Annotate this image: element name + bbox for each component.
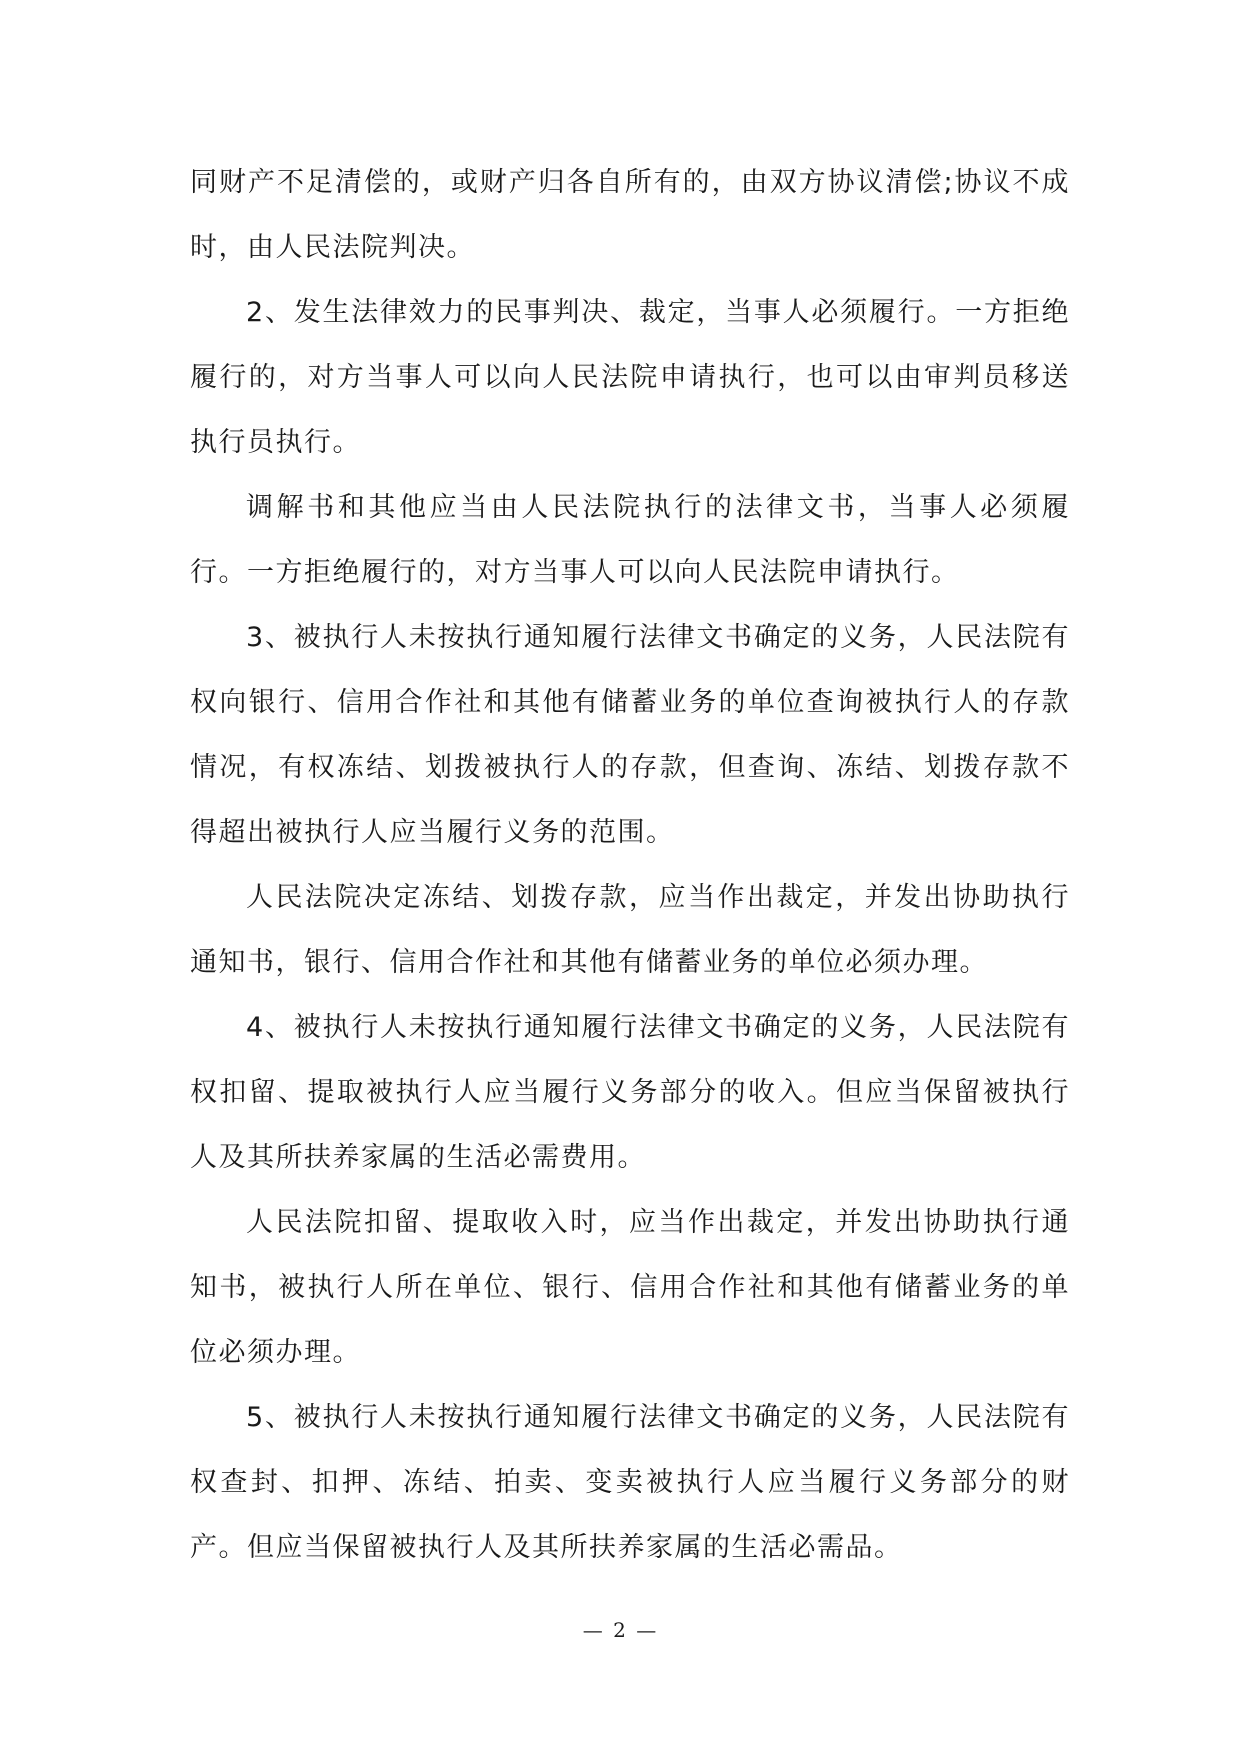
document-body — [190, 150, 1070, 1580]
paragraph-item-3: 3、被执行人未按执行通知履行法律文书确定的义务，人民法院有权向银行、信用合作社和其他有储蓄业务的单位查询被执行人的存款情况，有权冻结、划拨被执行人的存款，但查询、冻结、划拨存款不得超出被执行人应当履行义务的范围。 — [190, 622, 1070, 848]
paragraph-item-2: 2、发生法律效力的民事判决、裁定，当事人必须履行。一方拒绝履行的，对方当事人可以向人民法院申请执行，也可以由审判员移送执行员执行。 — [190, 297, 1070, 458]
paragraph-continuation: 同财产不足清偿的，或财产归各自所有的，由双方协议清偿;协议不成时，由人民法院判决。 — [190, 167, 1070, 263]
paragraph-withhold-income: 人民法院扣留、提取收入时，应当作出裁定，并发出协助执行通知书，被执行人所在单位、银行、信用合作社和其他有储蓄业务的单位必须办理。 — [190, 1207, 1070, 1368]
paragraph-mediation: 调解书和其他应当由人民法院执行的法律文书，当事人必须履行。一方拒绝履行的，对方当事人可以向人民法院申请执行。 — [190, 492, 1070, 588]
paragraph-freeze-deposits: 人民法院决定冻结、划拨存款，应当作出裁定，并发出协助执行通知书，银行、信用合作社和其他有储蓄业务的单位必须办理。 — [190, 882, 1070, 978]
paragraph-item-4: 4、被执行人未按执行通知履行法律文书确定的义务，人民法院有权扣留、提取被执行人应当履行义务部分的收入。但应当保留被执行人及其所扶养家属的生活必需费用。 — [190, 1012, 1070, 1173]
page-number: — 2 — — [582, 1618, 659, 1642]
paragraph-item-5: 5、被执行人未按执行通知履行法律文书确定的义务，人民法院有权查封、扣押、冻结、拍卖、变卖被执行人应当履行义务部分的财产。但应当保留被执行人及其所扶养家属的生活必需品。 — [190, 1402, 1070, 1563]
